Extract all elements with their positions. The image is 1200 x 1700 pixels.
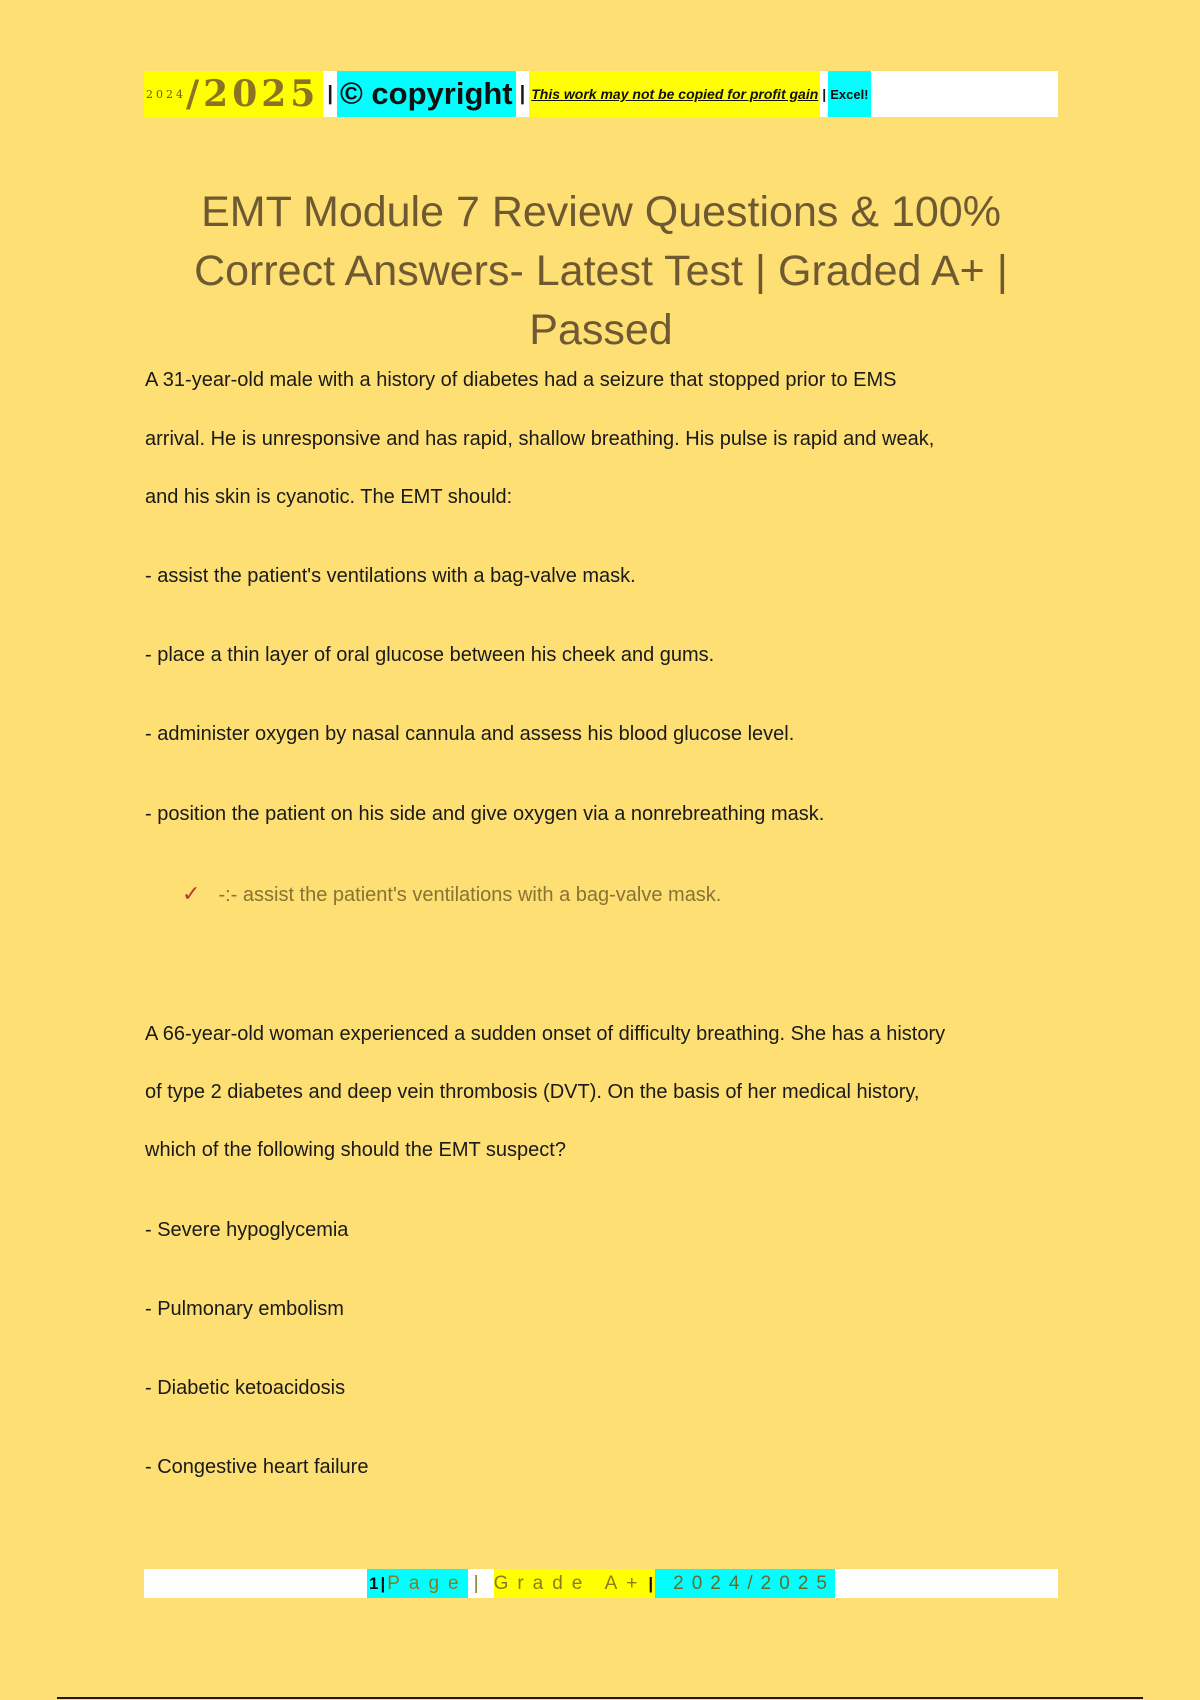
title-line-2: Correct Answers- Latest Test | Graded A+ | [194, 247, 1008, 295]
bottom-divider [57, 1697, 1143, 1699]
title-line-1: EMT Module 7 Review Questions & 100% [201, 188, 1001, 236]
header-separator: | [519, 82, 526, 105]
question-1-line: arrival. He is unresponsive and has rapid, shallow breathing. His pulse is rapid and weak, [145, 428, 935, 450]
question-2-option: - Pulmonary embolism [145, 1298, 344, 1320]
footer-year [655, 1569, 835, 1598]
question-1-line: and his skin is cyanotic. The EMT should: [145, 486, 513, 508]
answer-text: -:- assist the patient's ventilations with a bag-valve mask. [218, 884, 722, 906]
header-separator: | [822, 86, 827, 102]
footer-year-text: 2024/2025 [673, 1572, 835, 1594]
question-1-answer [182, 881, 721, 907]
header-year [144, 71, 323, 117]
footer-page [367, 1569, 468, 1598]
header-bar [144, 71, 1058, 117]
question-2-option: - Congestive heart failure [145, 1456, 369, 1478]
question-2-line: A 66-year-old woman experienced a sudden onset of difficulty breathing. She has a history [145, 1023, 946, 1045]
question-1-option: - place a thin layer of oral glucose between his cheek and gums. [145, 644, 715, 666]
header-separator: | [327, 82, 333, 105]
question-1-option: - assist the patient's ventilations with a bag-valve mask. [145, 565, 636, 587]
header-year-big: /2025 [186, 73, 320, 115]
checkmark-icon: ✓ [182, 881, 201, 906]
footer-bar [144, 1569, 1058, 1598]
footer-grade [494, 1569, 656, 1598]
header-excel [828, 71, 870, 117]
question-2-line: which of the following should the EMT suspect? [145, 1139, 566, 1161]
title-line-3: Passed [529, 306, 673, 354]
header-year-small: 2024 [146, 87, 186, 101]
header-notice [529, 71, 820, 117]
footer-page-label: Page [387, 1572, 468, 1594]
header-copyright [337, 71, 516, 117]
footer-pipe: | [380, 1573, 386, 1593]
question-2-option: - Severe hypoglycemia [145, 1219, 349, 1241]
page-title [144, 183, 1058, 360]
question-2-option: - Diabetic ketoacidosis [145, 1377, 346, 1399]
question-1-option: - position the patient on his side and give oxygen via a nonrebreathing mask. [145, 803, 825, 825]
header-copyright-text: © copyright [339, 76, 513, 111]
footer-grade-text: Grade A+ [493, 1572, 647, 1594]
footer-page-number: 1 [369, 1573, 379, 1593]
question-1-line: A 31-year-old male with a history of diabetes had a seizure that stopped prior to EMS [145, 369, 897, 391]
question-1-option: - administer oxygen by nasal cannula and assess his blood glucose level. [145, 723, 795, 745]
footer-pipe: | [648, 1573, 654, 1593]
footer-separator: | [473, 1572, 488, 1594]
question-2-line: of type 2 diabetes and deep vein thrombosis (DVT). On the basis of her medical history, [145, 1081, 920, 1103]
header-notice-text: This work may not be copied for profit gain [531, 86, 819, 102]
header-excel-text: Excel! [830, 86, 869, 102]
